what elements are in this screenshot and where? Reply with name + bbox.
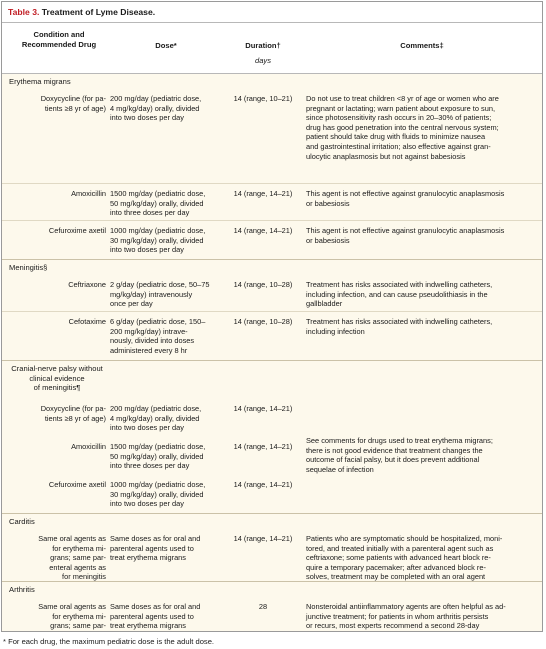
drug-cell: Cefuroxime axetil — [48, 480, 106, 489]
drug-cell: Cefotaxime — [68, 317, 106, 326]
comment-cell: Nonsteroidal antiinflammatory agents are often helpful as ad- junctive treatment; for patients in whom arthritis persists or recurs, most experts recommend a second 28-day — [306, 602, 506, 631]
header-duration: Duration† — [245, 41, 281, 50]
table-title-text: Treatment of Lyme Disease. — [41, 7, 156, 17]
duration-cell: 14 (range, 14–21) — [233, 442, 293, 451]
drug-cell: Doxycycline (for pa- tients ≥8 yr of age) — [40, 94, 106, 113]
duration-cell: 14 (range, 10–28) — [233, 317, 293, 326]
table-row — [2, 399, 542, 437]
section-label: Carditis — [9, 517, 35, 526]
section-label: Erythema migrans — [9, 77, 71, 86]
comment-cell: This agent is not effective against granulocytic anaplasmosis or babesiosis — [306, 189, 505, 208]
comment-cell: This agent is not effective against granulocytic anaplasmosis or babesiosis — [306, 226, 505, 245]
section-label: Meningitis§ — [9, 263, 48, 272]
table-frame — [1, 1, 543, 632]
header-comments: Comments‡ — [400, 41, 444, 50]
dose-cell: 1500 mg/day (pediatric dose, 50 mg/kg/day) orally, divided into three doses per day — [110, 189, 206, 218]
table-row — [2, 184, 542, 221]
table-row — [2, 597, 542, 632]
duration-cell: 14 (range, 10–21) — [233, 94, 293, 103]
dose-cell: 200 mg/day (pediatric dose, 4 mg/kg/day) orally, divided into two doses per day — [110, 94, 202, 123]
dose-cell: Same doses as for oral and parenteral agents used to treat erythema migrans — [110, 534, 201, 563]
dose-cell: 1500 mg/day (pediatric dose, 50 mg/kg/day) orally, divided into three doses per day — [110, 442, 206, 471]
table-title — [2, 2, 542, 23]
drug-cell: Ceftriaxone — [68, 280, 106, 289]
duration-cell: 14 (range, 14–21) — [233, 189, 293, 198]
drug-cell: Same oral agents as for erythema mi- grans; same par- — [38, 602, 106, 631]
drug-cell: Amoxicillin — [71, 442, 106, 451]
table-section — [2, 361, 542, 514]
section-label: Cranial-nerve palsy without clinical evidence of meningitis¶ — [11, 364, 103, 393]
dose-cell: 1000 mg/day (pediatric dose, 30 mg/kg/day) orally, divided into two doses per day — [110, 226, 206, 255]
duration-cell: 14 (range, 10–28) — [233, 280, 293, 289]
comment-cell: Treatment has risks associated with indwelling catheters, including infection — [306, 317, 493, 336]
drug-cell: Same oral agents as for erythema mi- grans; same par- enteral agents as for meningitis — [38, 534, 106, 582]
table-section — [2, 514, 542, 582]
duration-cell: 14 (range, 14–21) — [233, 534, 293, 543]
duration-cell: 14 (range, 14–21) — [233, 404, 293, 413]
comment-cell: Patients who are symptomatic should be hospitalized, moni- tored, and treated initially with a parenteral agent such as ceftriaxone; some patients with advanced heart block re- quire a temporary pacemaker; after advanced block re- solves, treatment may be completed with an oral agent — [306, 534, 503, 582]
table-row — [2, 475, 542, 513]
table-row — [2, 529, 542, 581]
dose-cell: 2 g/day (pediatric dose, 50–75 mg/kg/day) intravenously once per day — [110, 280, 210, 309]
comment-cell: Treatment has risks associated with indwelling catheters, including infection, and can cause pseudolithiasis in the gallbladder — [306, 280, 493, 309]
comment-cell: Do not use to treat children <8 yr of age or women who are pregnant or lactating; warn patient about exposure to sun, since photosensitivity rash occurs in 20–30% of patients; drug has good penetration into the central nervous system; patient should take drug with fluids to minimize nausea and gastrointestinal irritation; also effective against gran- ulocytic anaplasmosis but not against babesiosis — [306, 94, 499, 161]
table-row — [2, 221, 542, 259]
merged-comment-cell: See comments for drugs used to treat erythema migrans; there is not good evidence that treatment changes the outcome of facial palsy, but it does prevent additional sequelae of infection — [306, 436, 493, 474]
dose-cell: Same doses as for oral and parenteral agents used to treat erythema migrans — [110, 602, 201, 631]
table-row — [2, 312, 542, 360]
header-duration-units: days — [254, 56, 272, 65]
drug-cell: Cefuroxime axetil — [48, 226, 106, 235]
header-condition: Condition and Recommended Drug — [21, 30, 97, 49]
table-body — [2, 74, 542, 632]
header-dose: Dose* — [155, 41, 177, 50]
table-section — [2, 74, 542, 260]
duration-cell: 14 (range, 14–21) — [233, 226, 293, 235]
dose-cell: 200 mg/day (pediatric dose, 4 mg/kg/day) orally, divided into two doses per day — [110, 404, 202, 433]
table-row — [2, 89, 542, 184]
table-row — [2, 275, 542, 312]
table-footnote: * For each drug, the maximum pediatric dose is the adult dose. — [3, 637, 215, 646]
duration-cell: 14 (range, 14–21) — [233, 480, 293, 489]
table-section — [2, 260, 542, 361]
table-number: Table 3. — [8, 7, 40, 17]
duration-cell: 28 — [258, 602, 268, 611]
drug-cell: Amoxicillin — [71, 189, 106, 198]
section-label: Arthritis — [9, 585, 35, 594]
dose-cell: 1000 mg/day (pediatric dose, 30 mg/kg/day) orally, divided into two doses per day — [110, 480, 206, 509]
table-header-row — [2, 23, 542, 74]
dose-cell: 6 g/day (pediatric dose, 150– 200 mg/kg/day) intrave- nously, divided into doses administered every 8 hr — [110, 317, 206, 355]
drug-cell: Doxycycline (for pa- tients ≥8 yr of age) — [40, 404, 106, 423]
table-section — [2, 582, 542, 632]
